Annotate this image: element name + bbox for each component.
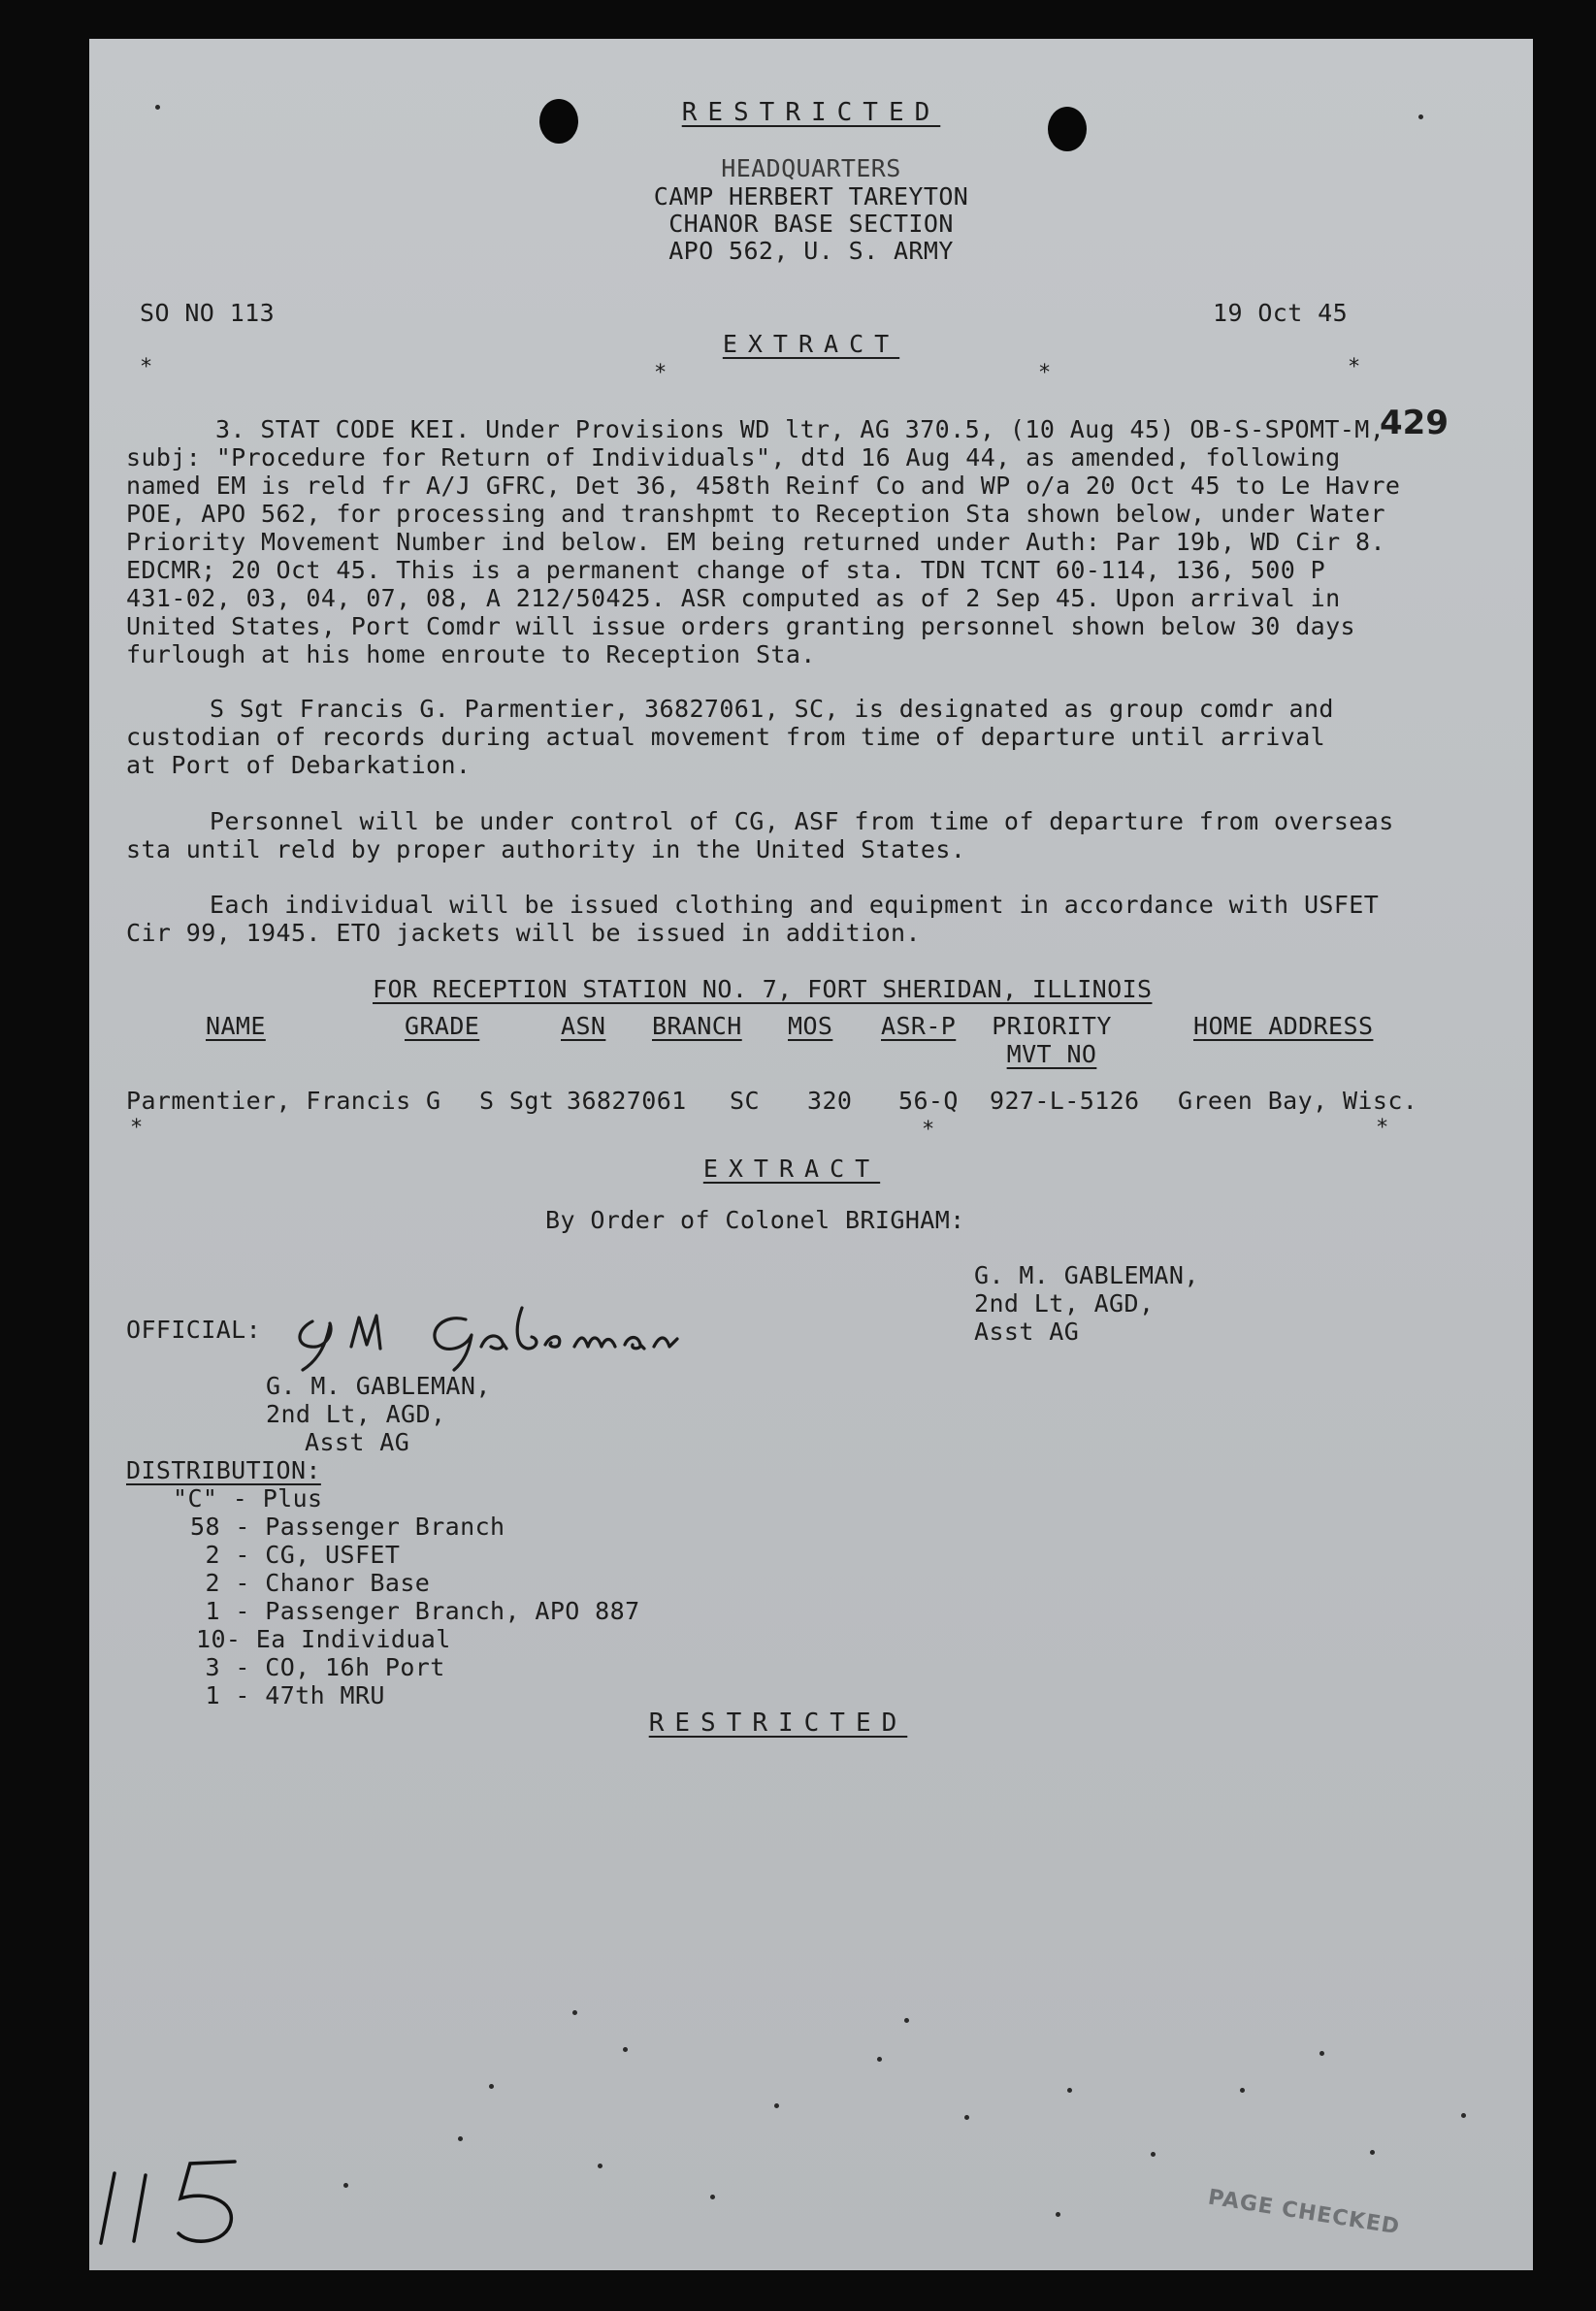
signer-line: Asst AG [974, 1318, 1080, 1346]
speck [572, 2010, 577, 2015]
header-line-3: CHANOR BASE SECTION [668, 210, 954, 238]
signer-line: G. M. GABLEMAN, [974, 1261, 1199, 1289]
speck [964, 2115, 969, 2120]
distribution-item: 58 - Passenger Branch [190, 1513, 505, 1541]
official-line: 2nd Lt, AGD, [266, 1400, 446, 1428]
asterisk: * [1038, 361, 1052, 385]
distribution-label: DISTRIBUTION: [126, 1456, 321, 1484]
column-header-mos: MOS [788, 1012, 833, 1040]
distribution-item: 2 - Chanor Base [190, 1569, 431, 1597]
table-cell-asr: 56-Q [898, 1087, 959, 1115]
classification-top: RESTRICTED [681, 98, 941, 127]
speck [1067, 2088, 1072, 2093]
group-commander-line: S Sgt Francis G. Parmentier, 36827061, SC, is designated as group comdr and [210, 695, 1334, 723]
paragraph-3-line: subj: "Procedure for Return of Individuals", dtd 16 Aug 44, as amended, following [126, 443, 1341, 472]
distribution-item: 1 - Passenger Branch, APO 887 [190, 1597, 640, 1625]
punch-hole-left [539, 99, 578, 144]
speck [1056, 2212, 1060, 2217]
classification-bottom: RESTRICTED [648, 1709, 908, 1738]
speck [458, 2136, 463, 2141]
speck [1418, 114, 1423, 119]
asterisk: * [922, 1118, 935, 1142]
speck [1240, 2088, 1245, 2093]
table-cell-priority: 927-L-5126 [990, 1087, 1140, 1115]
asterisk: * [1348, 355, 1361, 379]
asterisk: * [140, 355, 153, 379]
column-header-asr: ASR-P [881, 1012, 957, 1040]
by-order-line: By Order of Colonel BRIGHAM: [545, 1206, 965, 1234]
paragraph-3-line: named EM is reld fr A/J GFRC, Det 36, 458th Reinf Co and WP o/a 20 Oct 45 to Le Havre [126, 472, 1401, 500]
handwritten-page-number [89, 2154, 274, 2251]
speck [489, 2084, 494, 2089]
table-cell-asn: 36827061 [567, 1087, 687, 1115]
control-line: Personnel will be under control of CG, ASF from time of departure from overseas [210, 807, 1394, 835]
paragraph-3-line: 3. STAT CODE KEI. Under Provisions WD ltr, AG 370.5, (10 Aug 45) OB-S-SPOMT-M, [215, 415, 1385, 443]
punch-hole-right [1048, 107, 1087, 151]
control-line: sta until reld by proper authority in the United States. [126, 835, 966, 863]
distribution-item: 1 - 47th MRU [190, 1681, 385, 1709]
official-line: Asst AG [305, 1428, 410, 1456]
table-cell-name: Parmentier, Francis G [126, 1087, 441, 1115]
speck [1370, 2150, 1375, 2155]
header-line-4: APO 562, U. S. ARMY [668, 237, 954, 265]
column-header-priority: PRIORITY [992, 1012, 1112, 1040]
speck [598, 2164, 603, 2168]
column-header-grade: GRADE [405, 1012, 480, 1040]
extract-closing: EXTRACT [702, 1155, 881, 1183]
table-cell-mos: 320 [807, 1087, 853, 1115]
speck [1319, 2051, 1324, 2056]
speck [904, 2018, 909, 2023]
extract-heading: EXTRACT [722, 330, 900, 358]
asterisk: * [654, 361, 668, 385]
speck [1461, 2113, 1466, 2118]
column-header-name: NAME [206, 1012, 266, 1040]
paragraph-3-line: United States, Port Comdr will issue orders granting personnel shown below 30 days [126, 612, 1356, 640]
page-checked-stamp: PAGE CHECKED [1206, 2185, 1402, 2240]
distribution-item: 2 - CG, USFET [190, 1541, 401, 1569]
paragraph-3-line: POE, APO 562, for processing and transhpmt to Reception Sta shown below, under Water [126, 500, 1385, 528]
paragraph-3-line: furlough at his home enroute to Reception Sta. [126, 640, 816, 668]
header-line-2: CAMP HERBERT TAREYTON [653, 182, 969, 211]
asterisk: * [130, 1116, 144, 1140]
speck [877, 2057, 882, 2062]
column-header-branch: BRANCH [652, 1012, 742, 1040]
table-cell-branch: SC [730, 1087, 760, 1115]
speck [1151, 2152, 1156, 2157]
speck [710, 2195, 715, 2199]
speck [774, 2103, 779, 2108]
paragraph-3-line: EDCMR; 20 Oct 45. This is a permanent change of sta. TDN TCNT 60-114, 136, 500 P [126, 556, 1326, 584]
distribution-item: 3 - CO, 16h Port [190, 1653, 445, 1681]
table-cell-grade: S Sgt [479, 1087, 555, 1115]
distribution-item: "C" - Plus [173, 1484, 323, 1513]
speck [155, 105, 160, 110]
paragraph-3-line: Priority Movement Number ind below. EM being returned under Auth: Par 19b, WD Cir 8. [126, 528, 1385, 556]
clothing-line: Cir 99, 1945. ETO jackets will be issued in addition. [126, 919, 921, 947]
document-sheet [89, 39, 1533, 2270]
official-label: OFFICIAL: [126, 1316, 262, 1344]
speck [343, 2183, 348, 2188]
distribution-item: 10- Ea Individual [196, 1625, 451, 1653]
asterisk: * [1376, 1116, 1389, 1140]
clothing-line: Each individual will be issued clothing and equipment in accordance with USFET [210, 891, 1380, 919]
official-line: G. M. GABLEMAN, [266, 1372, 491, 1400]
signature [283, 1300, 710, 1376]
signer-line: 2nd Lt, AGD, [974, 1289, 1155, 1318]
group-commander-line: custodian of records during actual movement from time of departure until arrival [126, 723, 1326, 751]
header-line-1: HEADQUARTERS [721, 154, 901, 182]
reception-station-heading: FOR RECEPTION STATION NO. 7, FORT SHERIDAN, ILLINOIS [373, 975, 1153, 1003]
document-number: 429 [1380, 404, 1449, 442]
order-number: SO NO 113 [140, 299, 276, 327]
column-header-home-address: HOME ADDRESS [1193, 1012, 1374, 1040]
order-date: 19 Oct 45 [1213, 299, 1349, 327]
column-header-mvt-no: MVT NO [1006, 1040, 1097, 1068]
group-commander-line: at Port of Debarkation. [126, 751, 472, 779]
speck [623, 2047, 628, 2052]
paragraph-3-line: 431-02, 03, 04, 07, 08, A 212/50425. ASR computed as of 2 Sep 45. Upon arrival in [126, 584, 1341, 612]
column-header-asn: ASN [561, 1012, 606, 1040]
table-cell-home-address: Green Bay, Wisc. [1178, 1087, 1418, 1115]
